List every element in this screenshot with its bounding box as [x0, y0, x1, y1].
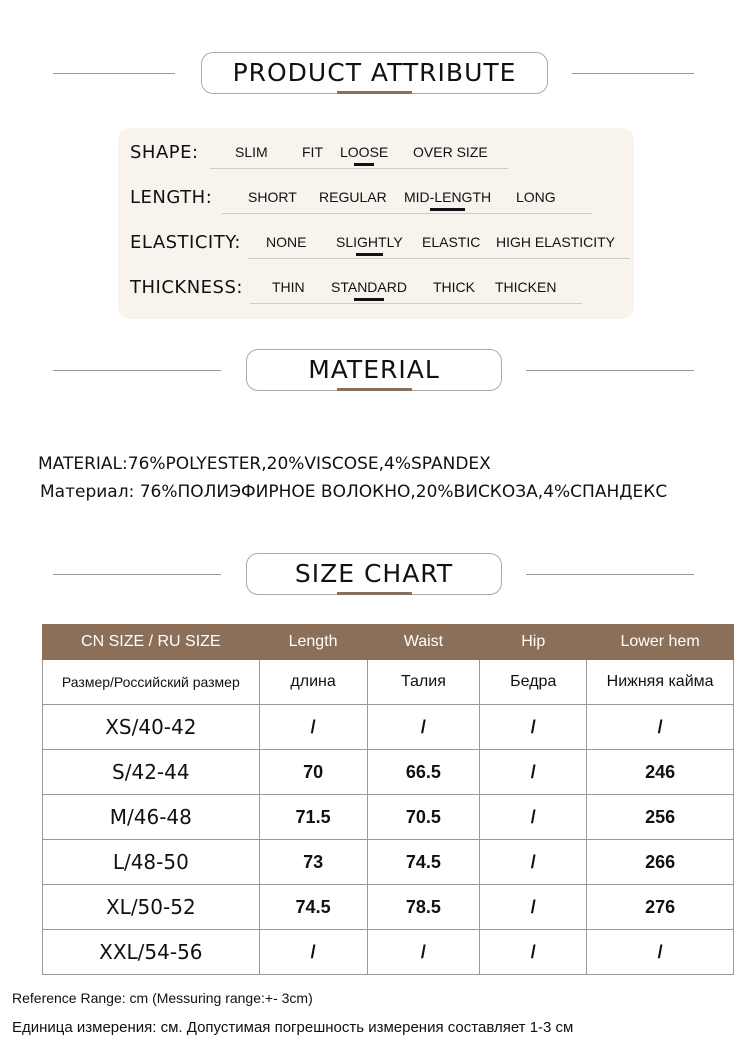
attribute-label: SHAPE:: [130, 142, 199, 163]
table-row: [43, 705, 734, 750]
table-cell: /: [587, 705, 734, 750]
table-cell: XL/50-52: [43, 885, 260, 930]
section-title: SIZE CHART: [246, 553, 502, 595]
attribute-row: [130, 187, 630, 217]
material-ru: Материал: 76%ПОЛИЭФИРНОЕ ВОЛОКНО,20%ВИСКОЗА,4%СПАНДЕКС: [40, 482, 668, 502]
table-cell: /: [480, 885, 587, 930]
ru-column-header: Нижняя кайма: [587, 660, 734, 705]
table-cell: 71.5: [259, 795, 367, 840]
column-header: CN SIZE / RU SIZE: [43, 625, 260, 660]
ru-column-header: Талия: [367, 660, 480, 705]
attribute-option: SHORT: [248, 189, 297, 205]
attribute-panel: [118, 128, 634, 319]
table-row: [43, 930, 734, 975]
table-cell: 73: [259, 840, 367, 885]
ru-column-header: Размер/Российский размер: [43, 660, 260, 705]
table-cell: 266: [587, 840, 734, 885]
attribute-label: THICKNESS:: [130, 277, 243, 298]
table-cell: /: [367, 705, 480, 750]
section-title: PRODUCT ATTRIBUTE: [201, 52, 548, 94]
attribute-option: FIT: [302, 144, 323, 160]
ru-column-header: длина: [259, 660, 367, 705]
table-cell: /: [480, 930, 587, 975]
reference-note-ru: Единица измерения: см. Допустимая погрешность измерения составляет 1-3 см: [12, 1019, 574, 1036]
ru-header-row: [43, 660, 734, 705]
table-cell: XS/40-42: [43, 705, 260, 750]
column-header: Length: [259, 625, 367, 660]
table-cell: S/42-44: [43, 750, 260, 795]
table-row: [43, 885, 734, 930]
table-cell: /: [587, 930, 734, 975]
attribute-row: [130, 232, 630, 262]
header-row: [43, 625, 734, 660]
attribute-row: [130, 277, 630, 307]
table-cell: M/46-48: [43, 795, 260, 840]
attribute-option: LONG: [516, 189, 556, 205]
table-row: [43, 840, 734, 885]
column-header: Waist: [367, 625, 480, 660]
table-cell: 78.5: [367, 885, 480, 930]
table-cell: /: [480, 840, 587, 885]
column-header: Lower hem: [587, 625, 734, 660]
attribute-option: NONE: [266, 234, 307, 250]
attribute-label: ELASTICITY:: [130, 232, 241, 253]
table-cell: 246: [587, 750, 734, 795]
table-cell: /: [367, 930, 480, 975]
attribute-option: THIN: [272, 279, 305, 295]
attribute-row: [130, 142, 630, 172]
attribute-option: REGULAR: [319, 189, 387, 205]
attribute-option-selected: SLIGHTLY: [336, 234, 403, 250]
table-cell: /: [480, 750, 587, 795]
section-title: MATERIAL: [246, 349, 502, 391]
table-cell: /: [259, 705, 367, 750]
ru-column-header: Бедра: [480, 660, 587, 705]
reference-note-en: Reference Range: cm (Messuring range:+- 3cm): [12, 990, 313, 1006]
table-cell: 74.5: [367, 840, 480, 885]
table-cell: 70: [259, 750, 367, 795]
table-cell: 74.5: [259, 885, 367, 930]
table-cell: /: [480, 795, 587, 840]
material-en: MATERIAL:76%POLYESTER,20%VISCOSE,4%SPANDEX: [38, 454, 491, 474]
attribute-option: SLIM: [235, 144, 268, 160]
attribute-option-selected: MID-LENGTH: [404, 189, 492, 205]
table-row: [43, 750, 734, 795]
size-chart-table: [42, 624, 734, 975]
table-cell: XXL/54-56: [43, 930, 260, 975]
table-cell: /: [480, 705, 587, 750]
table-cell: 276: [587, 885, 734, 930]
table-row: [43, 795, 734, 840]
table-cell: 256: [587, 795, 734, 840]
attribute-option-selected: STANDARD: [331, 279, 407, 295]
table-cell: 70.5: [367, 795, 480, 840]
attribute-option: THICKEN: [495, 279, 557, 295]
attribute-label: LENGTH:: [130, 187, 213, 208]
attribute-option: HIGH ELASTICITY: [496, 234, 616, 250]
attribute-option-selected: LOOSE: [340, 144, 389, 160]
attribute-option: ELASTIC: [422, 234, 481, 250]
attribute-option: OVER SIZE: [413, 144, 488, 160]
table-cell: L/48-50: [43, 840, 260, 885]
table-cell: /: [259, 930, 367, 975]
table-cell: 66.5: [367, 750, 480, 795]
column-header: Hip: [480, 625, 587, 660]
attribute-option: THICK: [433, 279, 475, 295]
